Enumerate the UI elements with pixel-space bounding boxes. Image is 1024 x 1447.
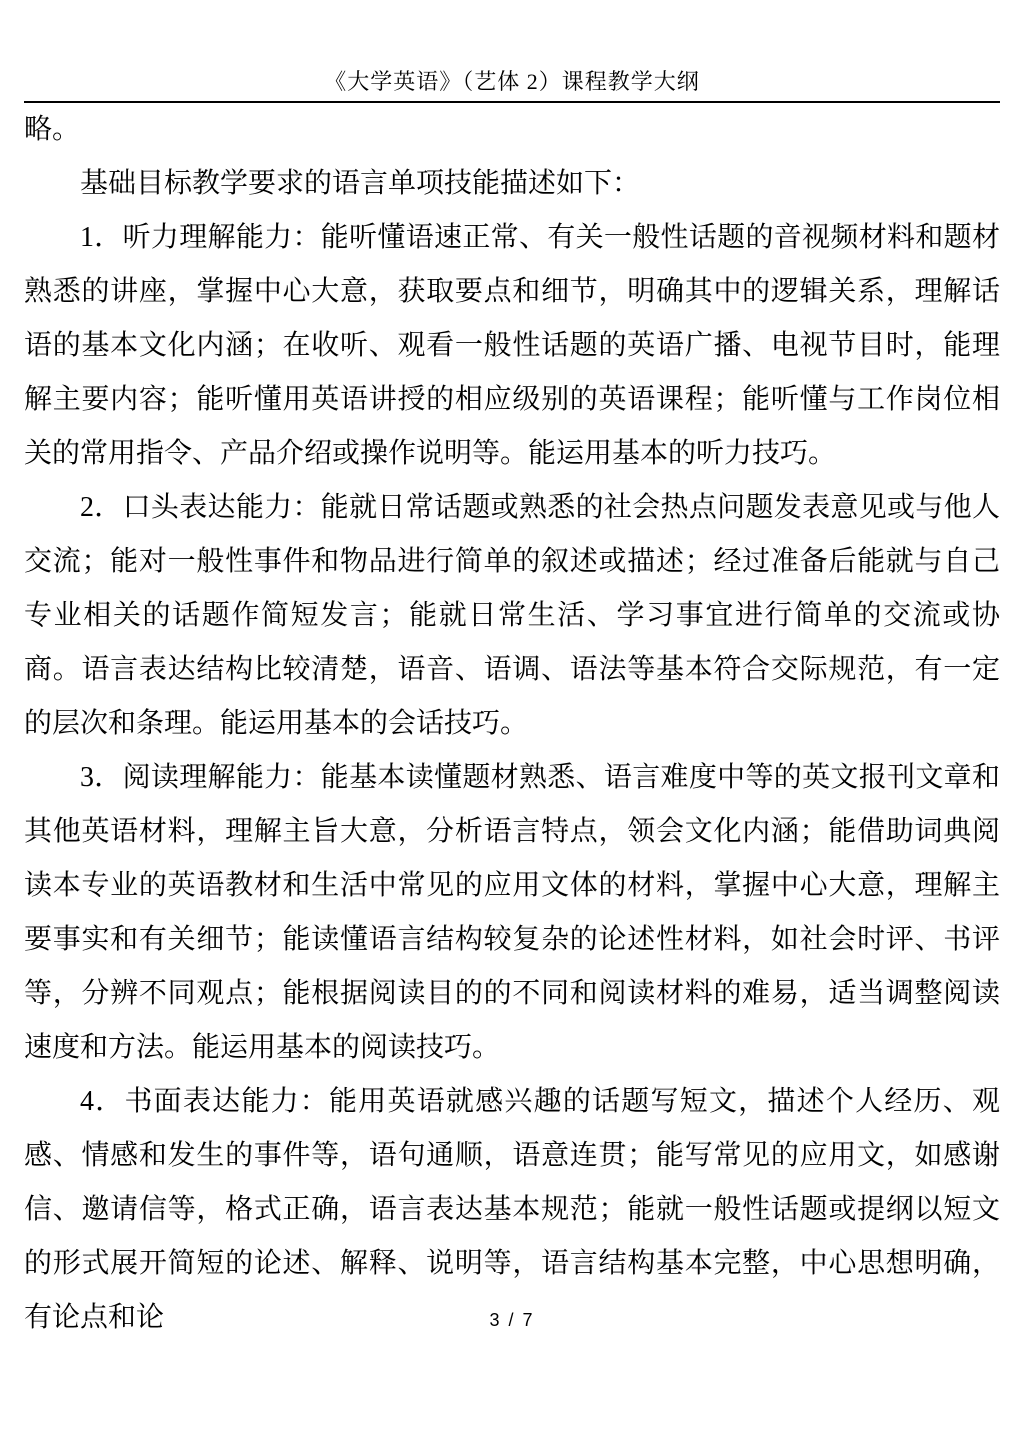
- paragraph-listening-skill: 1．听力理解能力：能听懂语速正常、有关一般性话题的音视频材料和题材熟悉的讲座，掌握中心大意，获取要点和细节，明确其中的逻辑关系，理解话语的基本文化内涵；在收听、观看一般性话题的英语广播、电视节目时，能理解主要内容；能听懂用英语讲授的相应级别的英语课程；能听懂与工作岗位相关的常用指令、产品介绍或操作说明等。能运用基本的听力技巧。: [24, 222, 1000, 469]
- document-body: [24, 103, 1000, 1345]
- paragraph-intro: 基础目标教学要求的语言单项技能描述如下：: [80, 168, 641, 199]
- page-number: 3 / 7: [489, 1310, 535, 1330]
- page-header: [24, 0, 1000, 103]
- paragraph-writing-skill: 4．书面表达能力：能用英语就感兴趣的话题写短文，描述个人经历、观感、情感和发生的事件等，语句通顺，语意连贯；能写常见的应用文，如感谢信、邀请信等，格式正确，语言表达基本规范；能就一般性话题或提纲以短文的形式展开简短的论述、解释、说明等，语言结构基本完整，中心思想明确，有论点和论: [24, 1086, 1000, 1333]
- page-footer: [0, 1310, 1024, 1331]
- paragraph-speaking-skill: 2．口头表达能力：能就日常话题或熟悉的社会热点问题发表意见或与他人交流；能对一般性事件和物品进行简单的叙述或描述；经过准备后能就与自己专业相关的话题作简短发言；能就日常生活、学习事宜进行简单的交流或协商。语言表达结构比较清楚，语音、语调、语法等基本符合交际规范，有一定的层次和条理。能运用基本的会话技巧。: [24, 492, 1000, 739]
- paragraph-continuation: 略。: [24, 114, 81, 145]
- page-header-title: 《大学英语》（艺体 2）课程教学大纲: [324, 69, 700, 94]
- paragraph-reading-skill: 3．阅读理解能力：能基本读懂题材熟悉、语言难度中等的英文报刊文章和其他英语材料，理解主旨大意，分析语言特点，领会文化内涵；能借助词典阅读本专业的英语教材和生活中常见的应用文体的材料，掌握中心大意，理解主要事实和有关细节；能读懂语言结构较复杂的论述性材料，如社会时评、书评等，分辨不同观点；能根据阅读目的的不同和阅读材料的难易，适当调整阅读速度和方法。能运用基本的阅读技巧。: [24, 762, 1000, 1063]
